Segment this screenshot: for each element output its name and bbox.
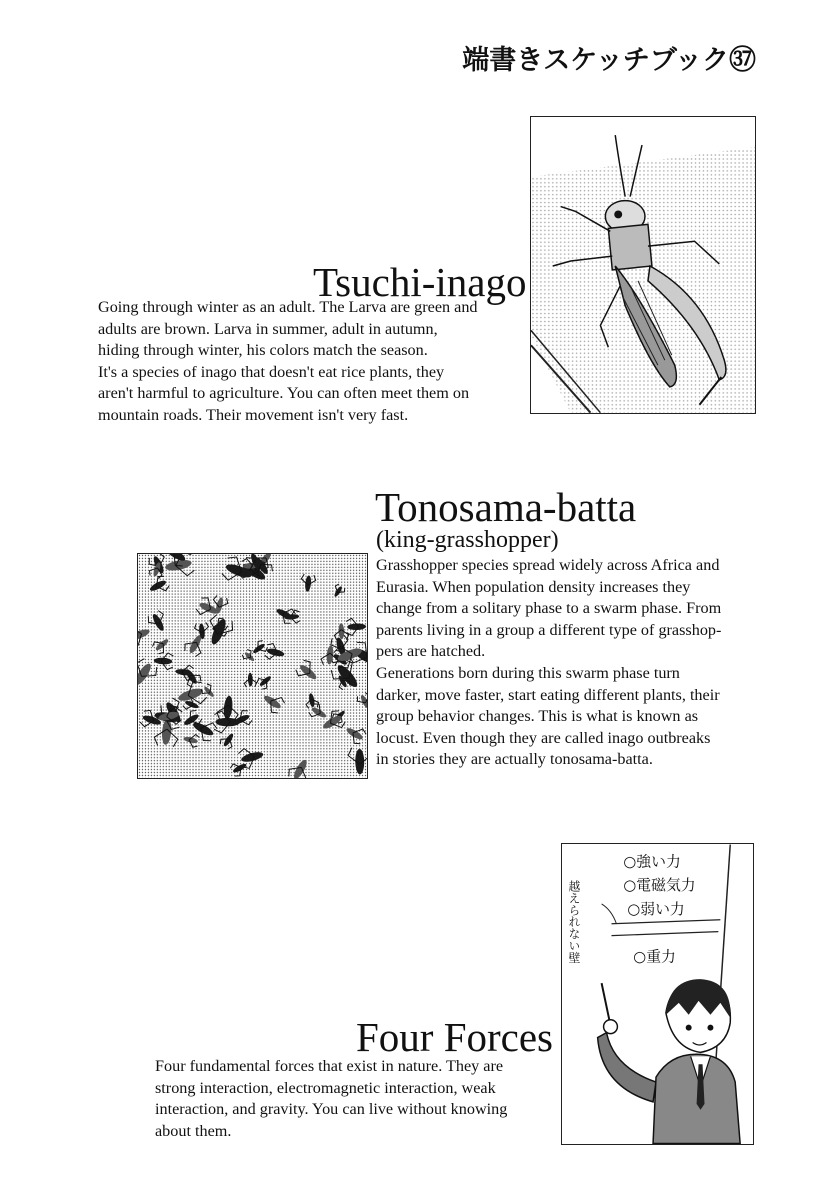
page-header-title: 端書きスケッチブック㊲: [462, 45, 756, 76]
body-line: It's a species of inago that doesn't eat rice plants, they: [98, 362, 445, 381]
body-line: Generations born during this swarm phase turn: [376, 663, 680, 682]
locust-swarm-drawing-icon: [138, 554, 367, 778]
force-note-electromagnetic: ○電磁気力: [623, 877, 696, 895]
unsurpassable-wall-note: 越えられない壁: [566, 880, 581, 964]
body-line: pers are hatched.: [376, 642, 486, 661]
body-line: locust. Even though they are called inago outbreaks: [376, 728, 711, 747]
body-line: parents living in a group a different type of grasshop-: [376, 620, 722, 639]
body-line: mountain roads. Their movement isn't very fast.: [98, 405, 409, 424]
teacher-illustration-panel: [561, 843, 754, 1145]
body-line: aren't harmful to agriculture. You can often meet them on: [98, 384, 470, 403]
section-body-tonosama-batta: [376, 555, 776, 771]
body-line: change from a solitary phase to a swarm phase. From: [376, 599, 722, 618]
teacher-pointing-drawing-icon: [562, 844, 753, 1144]
grasshopper-drawing-icon: [531, 117, 755, 413]
body-line: hiding through winter, his colors match the season.: [98, 341, 428, 360]
body-line: Four fundamental forces that exist in nature. They are: [155, 1057, 504, 1075]
body-line: about them.: [155, 1121, 232, 1140]
section-heading-tonosama-batta: Tonosama-batta: [375, 484, 637, 530]
body-line: adults are brown. Larva in summer, adult in autumn,: [98, 319, 438, 338]
section-body-four-forces: [155, 1056, 555, 1142]
swarm-illustration-panel: [137, 553, 368, 779]
body-line: Going through winter as an adult. The Larva are green and: [98, 298, 478, 316]
body-line: strong interaction, electromagnetic interaction, weak: [155, 1078, 496, 1097]
force-note-strong: ○強い力: [623, 853, 681, 871]
force-note-gravity: ○重力: [633, 948, 676, 966]
body-line: in stories they are actually tonosama-batta.: [376, 750, 653, 769]
section-subheading-king-grasshopper: (king-grasshopper): [376, 527, 559, 553]
force-note-weak: ○弱い力: [627, 900, 685, 918]
section-body-tsuchi-inago: [98, 297, 528, 427]
grasshopper-illustration-panel: [530, 116, 756, 414]
body-line: Eurasia. When population density increases they: [376, 577, 691, 596]
section-heading-tsuchi-inago: Tsuchi-inago: [313, 259, 527, 305]
body-line: darker, move faster, start eating different plants, their: [376, 685, 720, 704]
body-line: Grasshopper species spread widely across Africa and: [376, 556, 720, 574]
section-heading-four-forces: Four Forces: [356, 1014, 554, 1060]
body-line: group behavior changes. This is what is known as: [376, 707, 699, 726]
body-line: interaction, and gravity. You can live without knowing: [155, 1100, 508, 1119]
